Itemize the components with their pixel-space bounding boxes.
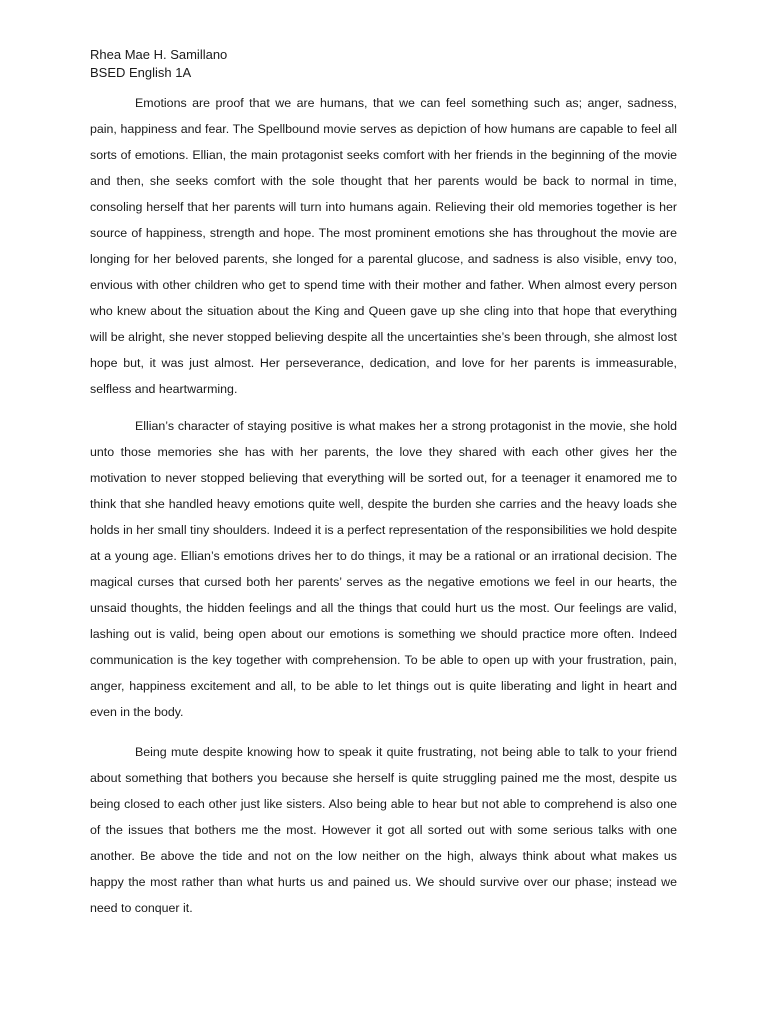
essay-paragraph-1 [90,90,677,402]
document-header [90,46,227,82]
paragraph-text: Ellian’s character of staying positive is what makes her a strong protagonist in the movie, she hold unto those memories she has with her parents, the love they shared with each other gives her the motivation to never stopped believing that everything will be sorted out, for a teenager it enamored me to think that she handled heavy emotions quite well, despite the burden she carries and the heavy loads she holds in her small tiny shoulders. Indeed it is a perfect representation of the responsibilities we hold despite at a young age. Ellian’s emotions drives her to do things, it may be a rational or an irrational decision. The magical curses that cursed both her parents’ serves as the negative emotions we feel in our hearts, the unsaid thoughts, the hidden feelings and all the things that could hurt us the most. Our feelings are valid, lashing out is valid, being open about our emotions is something we should practice more often. Indeed communication is the key together with comprehension. To be able to open up with your frustration, pain, anger, happiness excitement and all, to be able to let things out is quite liberating and light in heart and even in the body. [90,419,677,719]
essay-paragraph-2 [90,413,677,725]
paragraph-text: Being mute despite knowing how to speak it quite frustrating, not being able to talk to your friend about something that bothers you because she herself is quite struggling pained me the most, despite us being closed to each other just like sisters. Also being able to hear but not able to comprehend is also one of the issues that bothers me the most. However it got all sorted out with some serious talks with one another. Be above the tide and not on the low neither on the high, always think about what makes us happy the most rather than what hurts us and pained us. We should survive over our phase; instead we need to conquer it. [90,745,677,915]
essay-paragraph-3 [90,739,677,921]
course-section: BSED English 1A [90,65,192,80]
paragraph-text: Emotions are proof that we are humans, that we can feel something such as; anger, sadness, pain, happiness and fear. The Spellbound movie serves as depiction of how humans are capable to feel all sorts of emotions. Ellian, the main protagonist seeks comfort with her friends in the beginning of the movie and then, she seeks comfort with the sole thought that her parents would be back to normal in time, consoling herself that her parents will turn into humans again. Relieving their old memories together is her source of happiness, strength and hope. The most prominent emotions she has throughout the movie are longing for her beloved parents, she longed for a parental glucose, and sadness is also visible, envy too, envious with other children who get to spend time with their mother and father. When almost every person who knew about the situation about the King and Queen gave up she cling into that hope that everything will be alright, she never stopped believing despite all the uncertainties she’s been through, she almost lost hope but, it was just almost. Her perseverance, dedication, and love for her parents is immeasurable, selfless and heartwarming. [90,96,677,396]
author-name: Rhea Mae H. Samillano [90,47,228,62]
